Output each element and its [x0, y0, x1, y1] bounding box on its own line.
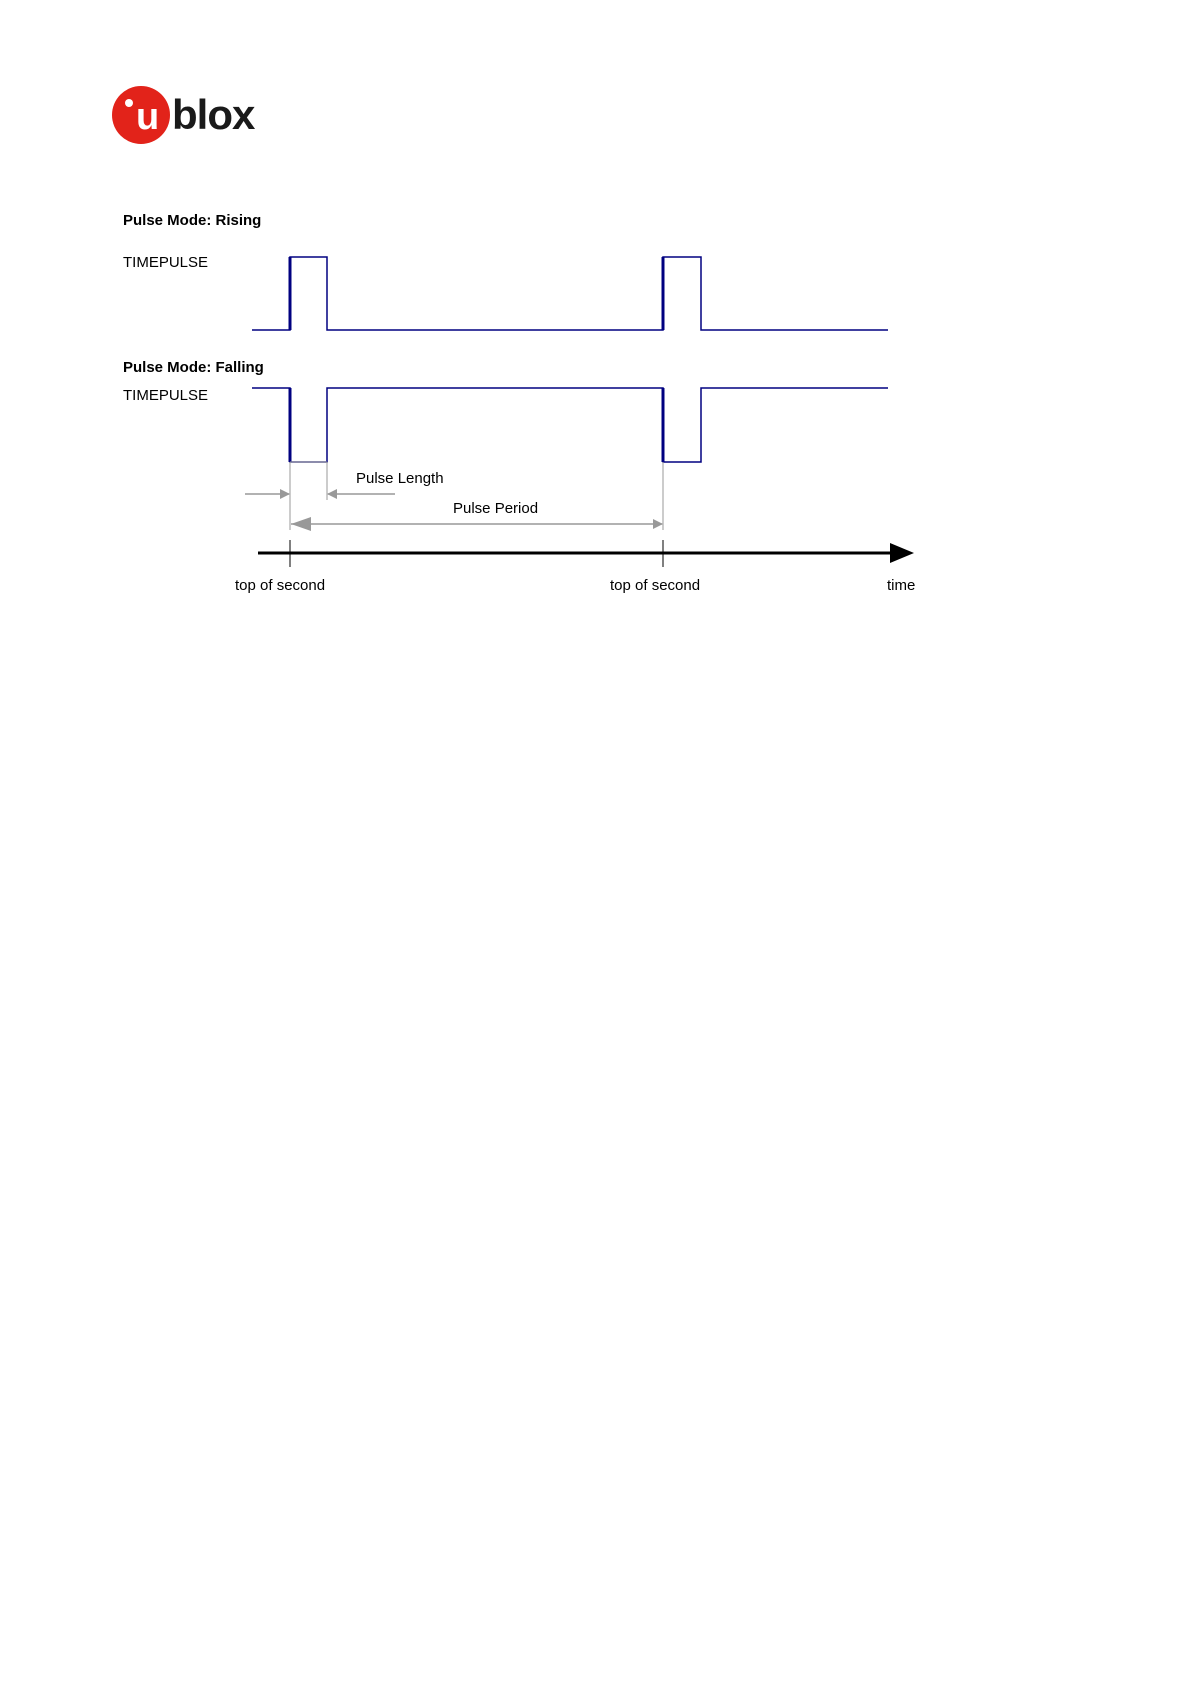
- tick-label-top-of-second-2: top of second: [610, 577, 701, 594]
- falling-title: Pulse Mode: Falling: [123, 359, 264, 376]
- rising-title: Pulse Mode: Rising: [123, 212, 262, 229]
- tick-label-top-of-second-1: top of second: [235, 577, 326, 594]
- pulse-period-arrow-start: [291, 517, 311, 531]
- time-axis-arrowhead: [890, 543, 914, 563]
- axis-label-time: time: [887, 577, 916, 594]
- logo-text: blox: [172, 91, 255, 138]
- falling-signal-label: TIMEPULSE: [123, 387, 209, 404]
- pulse-length-label: Pulse Length: [356, 470, 444, 487]
- falling-waveform: [252, 388, 888, 462]
- rising-signal-label: TIMEPULSE: [123, 254, 209, 271]
- rising-waveform: [252, 257, 888, 330]
- logo-mark: u: [136, 96, 160, 138]
- pulse-period-label: Pulse Period: [453, 500, 539, 517]
